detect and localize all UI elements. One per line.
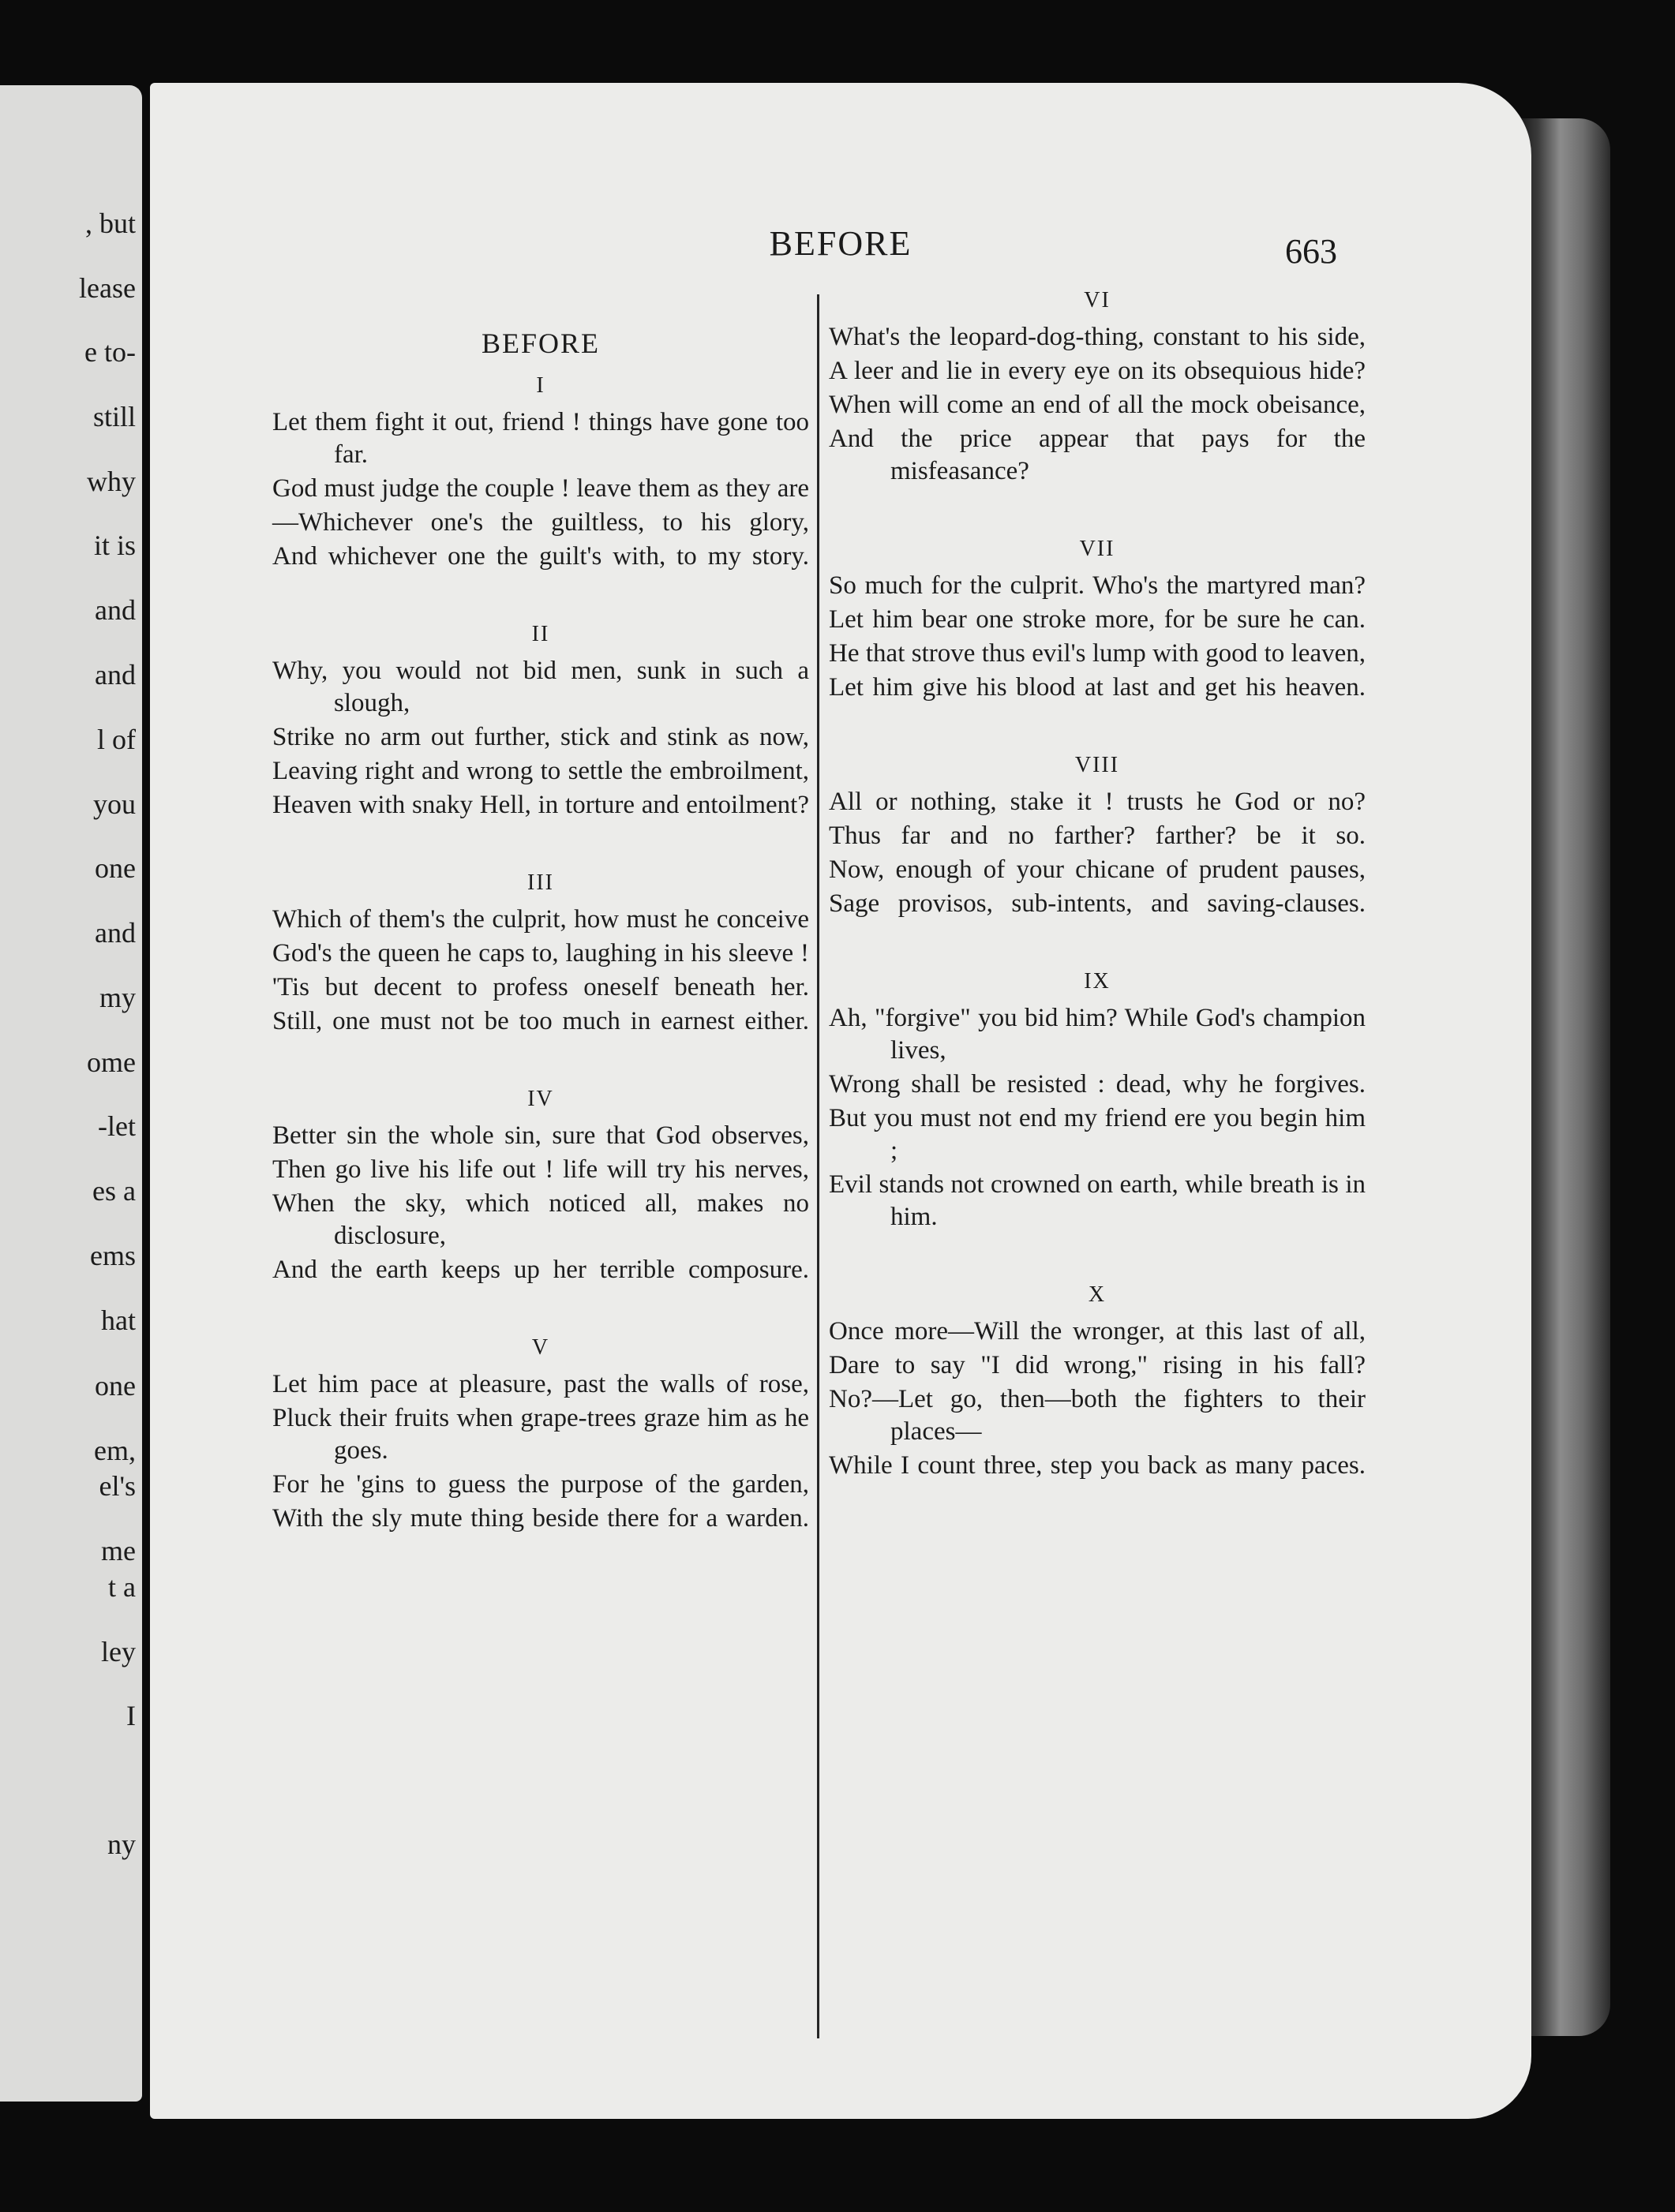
verse-line: Dare to say "I did wrong," rising in his fall?	[829, 1351, 1366, 1379]
verse-line: Then go live his life out ! life will try his nerves,	[272, 1155, 809, 1184]
verse-line: And the earth keeps up her terrible composure.	[272, 1256, 809, 1284]
verse-line: He that strove thus evil's lump with good to leaven,	[829, 639, 1366, 668]
verse-line: God's the queen he caps to, laughing in his sleeve !	[272, 939, 809, 968]
verse-line: Once more—Will the wronger, at this last of all,	[829, 1317, 1366, 1346]
verse-line: —Whichever one's the guiltless, to his glory,	[272, 508, 809, 537]
facing-page-fragment: you	[93, 788, 136, 820]
verse-line: Let him bear one stroke more, for be sure he can.	[829, 605, 1366, 634]
stanza	[829, 965, 1366, 1233]
facing-page-fragment: t a	[108, 1571, 136, 1603]
facing-page	[0, 85, 142, 2102]
stanza	[272, 866, 809, 1038]
verse-line: While I count three, step you back as many paces.	[829, 1451, 1366, 1480]
verse-line: 'Tis but decent to profess oneself beneath her.	[272, 973, 809, 1001]
running-head: BEFORE	[769, 224, 912, 263]
facing-page-fragment: me	[101, 1535, 136, 1566]
facing-page-fragment: em,	[94, 1435, 136, 1466]
facing-page-fragment: and	[95, 917, 136, 949]
verse-line: But you must not end my friend ere you begin him ;	[829, 1104, 1366, 1165]
verse-line: And whichever one the guilt's with, to my story.	[272, 542, 809, 571]
facing-page-fragment: e to-	[84, 336, 136, 368]
verse-line: Pluck their fruits when grape-trees graze him as he goes.	[272, 1404, 809, 1465]
verse-line: Thus far and no farther? farther? be it so.	[829, 822, 1366, 850]
verse-line: Leaving right and wrong to settle the embroilment,	[272, 757, 809, 785]
verse-line: Wrong shall be resisted : dead, why he forgives.	[829, 1070, 1366, 1099]
facing-page-fragment: -let	[98, 1110, 136, 1142]
page-number: 663	[1285, 232, 1337, 271]
verse-line: What's the leopard-dog-thing, constant to his side,	[829, 323, 1366, 351]
verse-line: Better sin the whole sin, sure that God observes,	[272, 1121, 809, 1150]
stanza	[829, 284, 1366, 488]
verse-line: Heaven with snaky Hell, in torture and entoilment?	[272, 791, 809, 819]
stanza	[272, 1331, 809, 1535]
verse-line: When will come an end of all the mock obeisance,	[829, 391, 1366, 419]
facing-page-fragment: I	[126, 1700, 136, 1731]
facing-page-fragment: el's	[99, 1470, 136, 1502]
verse-line: A leer and lie in every eye on its obsequious hide?	[829, 357, 1366, 385]
column-divider	[817, 294, 819, 2038]
verse-line: God must judge the couple ! leave them as they are	[272, 474, 809, 503]
verse-line: Which of them's the culprit, how must he conceive	[272, 905, 809, 934]
verse-line: Let them fight it out, friend ! things have gone too far.	[272, 408, 809, 469]
stanza-numeral: IV	[527, 1087, 554, 1111]
stanza	[829, 533, 1366, 704]
left-column	[272, 327, 809, 1580]
facing-page-fragment: lease	[79, 272, 136, 304]
facing-page-fragment: hat	[101, 1304, 136, 1336]
verse-line: So much for the culprit. Who's the martyred man?	[829, 571, 1366, 600]
stanza	[829, 749, 1366, 920]
facing-page-fragment: ley	[101, 1636, 136, 1667]
verse-line: Now, enough of your chicane of prudent pauses,	[829, 855, 1366, 884]
facing-page-fragment: es a	[92, 1175, 136, 1207]
stanza-numeral: II	[531, 622, 550, 646]
facing-page-fragment: one	[95, 852, 136, 884]
facing-page-fragment: , but	[84, 208, 136, 239]
facing-page-fragment: and	[95, 594, 136, 626]
book-page-edges	[1519, 118, 1610, 2036]
verse-line: All or nothing, stake it ! trusts he God or no?	[829, 788, 1366, 816]
verse-line: When the sky, which noticed all, makes no disclosure,	[272, 1189, 809, 1250]
stanza-numeral: V	[531, 1335, 550, 1360]
stanza-numeral: VIII	[1074, 753, 1120, 777]
stanza	[272, 369, 809, 573]
verse-line: For he 'gins to guess the purpose of the garden,	[272, 1470, 809, 1499]
stanza-numeral: IX	[1084, 969, 1111, 994]
stanza	[272, 618, 809, 822]
facing-page-fragment: ome	[87, 1046, 136, 1078]
verse-line: Why, you would not bid men, sunk in such a slough,	[272, 657, 809, 717]
facing-page-fragment: one	[95, 1370, 136, 1402]
stanza-numeral: VI	[1084, 288, 1111, 313]
verse-line: Ah, "forgive" you bid him? While God's champion lives,	[829, 1004, 1366, 1065]
facing-page-fragment: ems	[90, 1240, 136, 1271]
facing-page-fragment: l of	[97, 724, 136, 755]
verse-line: No?—Let go, then—both the fighters to their places—	[829, 1385, 1366, 1446]
verse-line: Strike no arm out further, stick and stink as now,	[272, 723, 809, 751]
book-page	[150, 83, 1531, 2119]
verse-line: With the sly mute thing beside there for a warden.	[272, 1504, 809, 1533]
verse-line: Let him give his blood at last and get his heaven.	[829, 673, 1366, 702]
poem-title: BEFORE	[481, 327, 601, 359]
facing-page-fragment: ny	[107, 1828, 136, 1860]
facing-page-fragment: it is	[93, 530, 136, 561]
facing-page-fragment: why	[87, 466, 136, 497]
stanza-numeral: I	[536, 373, 545, 398]
stanza-numeral: VII	[1079, 537, 1115, 561]
stanza	[272, 1083, 809, 1286]
verse-line: Let him pace at pleasure, past the walls of rose,	[272, 1370, 809, 1398]
verse-line: And the price appear that pays for the misfeasance?	[829, 425, 1366, 485]
verse-line: Sage provisos, sub-intents, and saving-clauses.	[829, 889, 1366, 918]
stanza	[829, 1278, 1366, 1482]
verse-line: Evil stands not crowned on earth, while breath is in him.	[829, 1170, 1366, 1231]
stanza-numeral: X	[1088, 1282, 1107, 1307]
verse-line: Still, one must not be too much in earnest either.	[272, 1007, 809, 1035]
facing-page-fragment: still	[92, 401, 136, 432]
stanza-numeral: III	[527, 870, 554, 895]
facing-page-fragment: my	[99, 982, 136, 1013]
facing-page-fragment: and	[95, 659, 136, 691]
right-column	[829, 284, 1366, 1527]
